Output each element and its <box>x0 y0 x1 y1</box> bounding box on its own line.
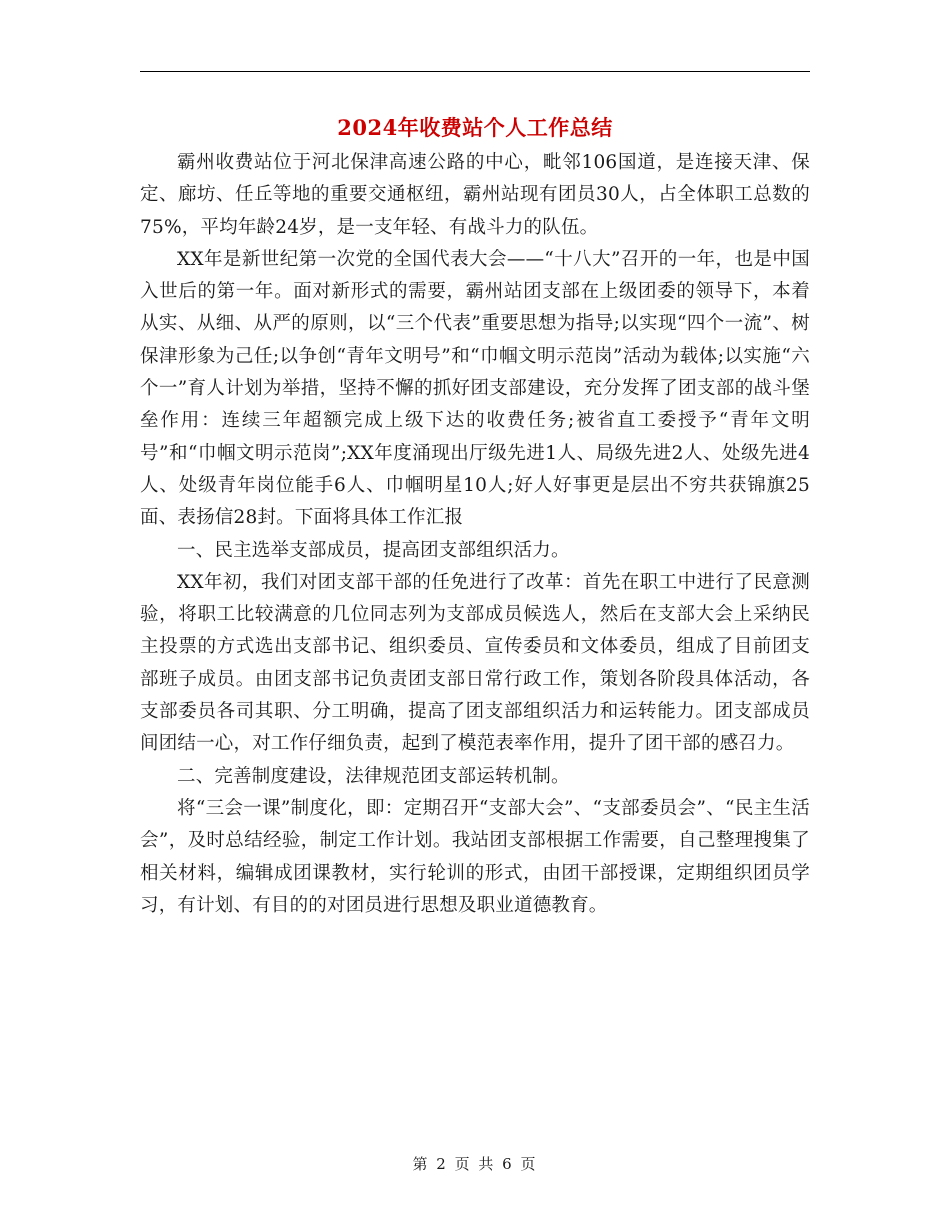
paragraph-overview: XX年是新世纪第一次党的全国代表大会——“十八大”召开的一年，也是中国入世后的第一年。面对新形式的需要，霸州站团支部在上级团委的领导下，本着从实、从细、从严的原则，以“三个代表”重要思想为指导;以实现“四个一流”、树保津形象为己任;以争创“青年文明号”和“巾帼文明示范岗”活动为载体;以实施“六个一”育人计划为举措，坚持不懈的抓好团支部建设，充分发挥了团支部的战斗堡垒作用：连续三年超额完成上级下达的收费任务;被省直工委授予“青年文明号”和“巾帼文明示范岗”;XX年度涌现出厅级先进1人、局级先进2人、处级先进4人、处级青年岗位能手6人、巾帼明星10人;好人好事更是层出不穷共获锦旗25面、表扬信28封。下面将具体工作汇报 <box>140 248 810 529</box>
paragraph-section-2: 将“三会一课”制度化，即：定期召开“支部大会”、“支部委员会”、“民主生活会”，及时总结经验，制定工作计划。我站团支部根据工作需要，自己整理搜集了相关材料，编辑成团课教材，实行轮训的形式，由团干部授课，定期组织团员学习，有计划、有目的的对团员进行思想及职业道德教育。 <box>140 797 810 916</box>
paragraph-intro: 霸州收费站位于河北保津高速公路的中心，毗邻106国道，是连接天津、保定、廊坊、任丘等地的重要交通枢纽，霸州站现有团员30人，占全体职工总数的75%，平均年龄24岁，是一支年轻、有战斗力的队伍。 <box>140 152 810 238</box>
page-number-footer: 第 2 页 共 6 页 <box>412 1155 538 1173</box>
section-heading-1: 一、民主选举支部成员，提高团支部组织活力。 <box>177 539 570 561</box>
document-body <box>140 147 810 922</box>
section-heading-2: 二、完善制度建设，法律规范团支部运转机制。 <box>177 765 570 787</box>
header-rule <box>140 71 810 72</box>
paragraph-section-1: XX年初，我们对团支部干部的任免进行了改革：首先在职工中进行了民意测验，将职工比较满意的几位同志列为支部成员候选人，然后在支部大会上采纳民主投票的方式选出支部书记、组织委员、宣传委员和文体委员，组成了目前团支部班子成员。由团支部书记负责团支部日常行政工作，策划各阶段具体活动，各支部委员各司其职、分工明确，提高了团支部组织活力和运转能力。团支部成员间团结一心，对工作仔细负责，起到了模范表率作用，提升了团干部的感召力。 <box>140 571 810 755</box>
document-title: 2024年收费站个人工作总结 <box>337 115 613 140</box>
